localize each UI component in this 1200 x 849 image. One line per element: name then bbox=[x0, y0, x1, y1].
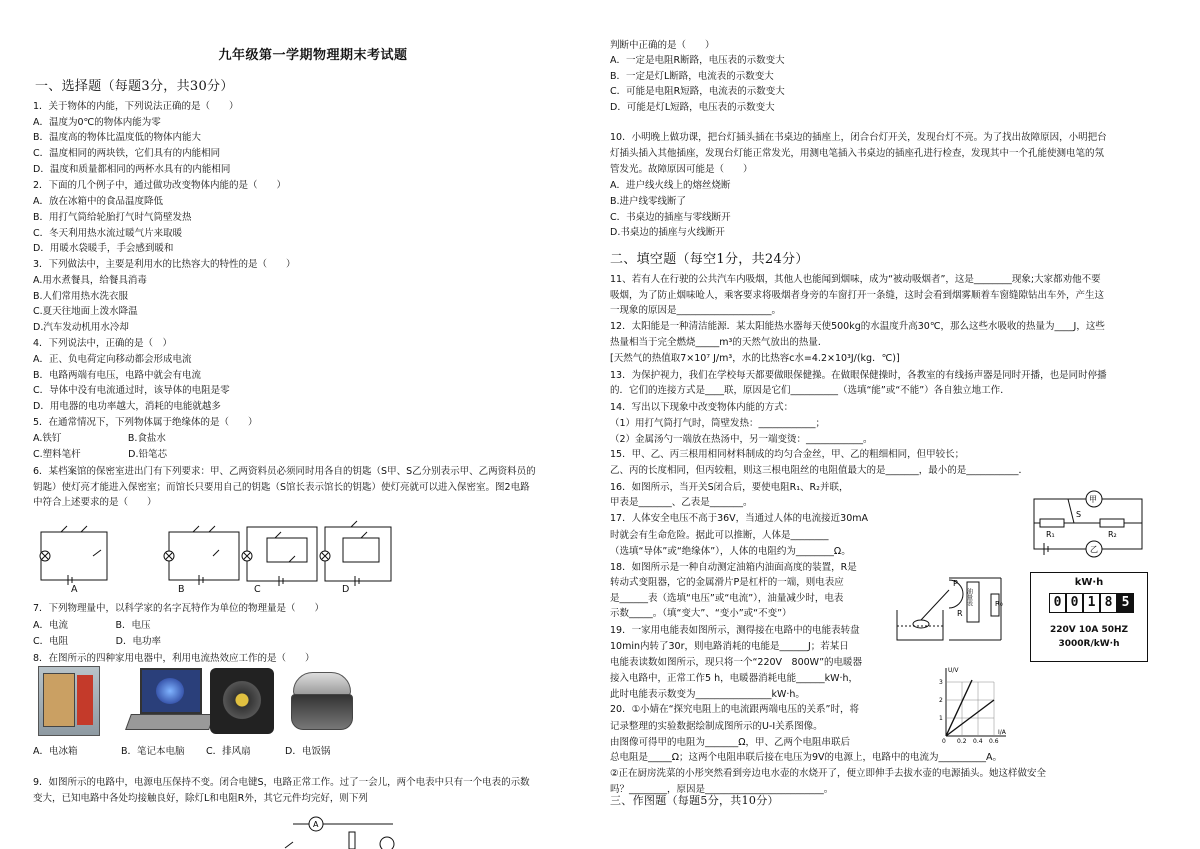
fridge-image bbox=[38, 666, 100, 736]
right-line-34: 示数_____。（填“变大”、“变小”或“不变”） bbox=[610, 608, 792, 619]
graph-x04: 0.4 bbox=[973, 738, 983, 745]
right-line-22: （1）用打气筒打气时，筒壁发热：____________； bbox=[610, 418, 826, 429]
right-line-32: 转动式变阻器，它的金属滑片P是杠杆的一端，则电表应 bbox=[610, 577, 844, 588]
q18-p: P bbox=[953, 579, 958, 588]
appliance-label-2: B．笔记本电脑 bbox=[121, 746, 185, 757]
left-line-12: A.用水煮餐具，给餐具消毒 bbox=[33, 275, 147, 286]
right-line-27: 甲表是_______、乙表是_______。 bbox=[610, 497, 753, 508]
left-line-3: B．温度高的物体比温度低的物体内能大 bbox=[33, 132, 202, 143]
circuit-a bbox=[40, 526, 107, 585]
left-line-19: C．导体中没有电流通过时，该导体的电阻是零 bbox=[33, 385, 230, 396]
left-line-22: A.铁钉 B.食盐水 bbox=[33, 433, 166, 444]
right-line-45: 吗？________，原因是_________________________。 bbox=[610, 784, 834, 795]
right-line-11: C．书桌边的插座与零线断开 bbox=[610, 212, 731, 223]
left-line-32: 变大，已知电路中各处均接触良好，除灯L和电阻R外，其它元件均完好，则下列 bbox=[33, 793, 368, 804]
left-line-6: 2．下面的几个例子中，通过做功改变物体内能的是（ ） bbox=[33, 180, 287, 191]
left-line-30: 8．在图所示的四种家用电器中，利用电流热效应工作的是（ ） bbox=[33, 653, 315, 664]
left-line-9: C．冬天利用热水流过暖气片来取暖 bbox=[33, 228, 183, 239]
right-line-14: 吸烟，为了防止烟味呛人，乘客要求将吸烟者身旁的车窗打开一条缝，这时会看到烟雾顺着车窗缝隙钻出车外，产生这 bbox=[610, 290, 1105, 301]
appliance-label-4: D．电饭锅 bbox=[285, 746, 331, 757]
right-line-19: 13．为保护视力，我们在学校每天都要做眼保健操。在做眼保健操时，各教室的有线扬声器是同时开播，也是同时停播 bbox=[610, 370, 1107, 381]
left-line-23: C.塑料笔杆 D.铅笔芯 bbox=[33, 449, 167, 460]
left-line-29: C．电阻 D．电功率 bbox=[33, 636, 161, 647]
graph-x-label: I/A bbox=[998, 729, 1006, 736]
right-line-13: 11、若有人在行驶的公共汽车内吸烟，其他人也能闻到烟味，成为“被动吸烟者”，这是________现象;大家都劝他不要 bbox=[610, 274, 1101, 285]
q9-ammeter-label: A bbox=[313, 820, 319, 829]
meter-digit-2: 0 bbox=[1066, 593, 1083, 613]
right-line-38: 接入电路中，正常工作5 h，电暖器消耗电能______kW·h， bbox=[610, 673, 859, 684]
right-line-9: A．进户线火线上的熔丝烧断 bbox=[610, 180, 731, 191]
meter-unit: kW·h bbox=[1074, 577, 1104, 588]
meter-digit-4: 8 bbox=[1100, 593, 1117, 613]
circuit-label-a: A bbox=[71, 584, 78, 595]
q16-r2: R₂ bbox=[1108, 530, 1117, 539]
circuit-label-d: D bbox=[342, 584, 350, 595]
right-line-41: 记录整理的实验数据绘制成图所示的U-I关系图像。 bbox=[610, 721, 823, 732]
section-choice-heading: 一、选择题（每题3分，共30分） bbox=[35, 79, 234, 94]
left-line-28: A．电流 B．电压 bbox=[33, 620, 151, 631]
section-fill-heading: 二、填空题（每空1分，共24分） bbox=[610, 252, 809, 267]
q16-circuit bbox=[1028, 485, 1148, 561]
q9-circuit bbox=[283, 812, 403, 849]
left-line-25: 钥匙）使灯亮才能进入保密室；而馆长只要用自己的钥匙（S馆长表示馆长的钥匙）使灯亮就可以进入保密室。图2电路 bbox=[33, 482, 530, 493]
graph-y3: 3 bbox=[939, 679, 943, 686]
right-line-39: 此时电能表示数变为________________kW·h。 bbox=[610, 689, 805, 700]
graph-x0: 0 bbox=[942, 738, 946, 745]
right-line-40: 20．①小婧在“探究电阻上的电流跟两端电压的关系”时，将 bbox=[610, 704, 859, 715]
right-line-7: 灯插头插入其他插座，发现台灯能正常发光，用测电笔插入书桌边的插座孔进行检查，发现其中一个孔能使测电笔的氖 bbox=[610, 148, 1105, 159]
right-line-23: （2）金属汤勺一端放在热汤中，另一端变烫：____________。 bbox=[610, 434, 873, 445]
right-line-33: 是______表（选填“电压”或“电流”），油量减少时，电表 bbox=[610, 593, 844, 604]
left-line-13: B.人们常用热水洗衣服 bbox=[33, 291, 129, 302]
graph-y-label: U/V bbox=[948, 667, 959, 674]
right-line-18: [天然气的热值取7×10⁷ J/m³，水的比热容c水=4.2×10³J/(kg．℃)] bbox=[610, 353, 900, 364]
right-line-12: D.书桌边的插座与火线断开 bbox=[610, 227, 725, 238]
left-line-14: C.夏天往地面上泼水降温 bbox=[33, 306, 138, 317]
right-line-20: 的．它们的连接方式是____联，原因是它们__________（选填“能”或“不能”）各自独立地工作． bbox=[610, 385, 1010, 396]
right-line-21: 14．写出以下现象中改变物体内能的方式： bbox=[610, 402, 794, 413]
left-line-18: B．电路两端有电压，电路中就会有电流 bbox=[33, 370, 202, 381]
circuit-b bbox=[164, 526, 239, 585]
left-line-15: D.汽车发动机用水冷却 bbox=[33, 322, 129, 333]
left-line-31: 9．如图所示的电路中，电源电压保持不变。闭合电键S，电路正常工作。过了一会儿，两个电表中只有一个电表的示数 bbox=[33, 777, 530, 788]
right-line-28: 17．人体安全电压不高于36V，当通过人体的电流接近30mA bbox=[610, 513, 869, 524]
meter-digit-3: 1 bbox=[1083, 593, 1100, 613]
q6-circuit-diagrams bbox=[33, 512, 553, 597]
graph-x06: 0.6 bbox=[989, 738, 999, 745]
circuit-label-c: C bbox=[254, 584, 261, 595]
right-line-17: 热量相当于完全燃烧_____m³的天然气放出的热量． bbox=[610, 337, 828, 348]
graph-y2: 2 bbox=[939, 697, 943, 704]
q16-meter-yi: 乙 bbox=[1090, 545, 1098, 554]
right-line-5: D．可能是灯L短路，电压表的示数变大 bbox=[610, 102, 775, 113]
circuit-c bbox=[242, 527, 317, 586]
right-line-3: B．一定是灯L断路，电流表的示数变大 bbox=[610, 71, 774, 82]
left-line-24: 6．某档案馆的保密室进出门有下列要求：甲、乙两资料员必须同时用各自的钥匙（S甲、S乙分别表示甲、乙两资料员的 bbox=[33, 466, 536, 477]
graph-y1: 1 bbox=[939, 715, 943, 722]
q18-oil-gauge-diagram bbox=[891, 570, 1009, 650]
right-line-8: 管发光。故障原因可能是（ ） bbox=[610, 164, 753, 175]
right-line-43: 总电阻是_____Ω；这两个电阻串联后接在电压为9V的电源上，电路中的电流为__________A。 bbox=[610, 752, 1003, 763]
right-line-1: 判断中正确的是（ ） bbox=[610, 40, 715, 51]
right-line-29: 时就会有生命危险。据此可以推断，人体是________ bbox=[610, 530, 829, 541]
left-line-21: 5．在通常情况下，下列物体属于绝缘体的是（ ） bbox=[33, 417, 258, 428]
q20-ui-graph bbox=[932, 664, 1010, 746]
meter-spec: 220V 10A 50HZ bbox=[1049, 625, 1129, 635]
q16-r1: R₁ bbox=[1046, 530, 1055, 539]
left-line-17: A．正、负电荷定向移动都会形成电流 bbox=[33, 354, 192, 365]
right-line-15: 一现象的原因是____________________。 bbox=[610, 305, 782, 316]
left-line-20: D．用电器的电功率越大，消耗的电能就越多 bbox=[33, 401, 221, 412]
right-line-24: 15．甲、乙、丙三根用相同材料制成的均匀合金丝，甲、乙的粗细相同，但甲较长； bbox=[610, 449, 965, 460]
exhaust-fan-image bbox=[210, 668, 274, 734]
right-line-44: ②正在厨房洗菜的小彤突然看到旁边电水壶的水烧开了，便立即伸手去拔水壶的电源插头。她这样做安全 bbox=[610, 768, 1047, 779]
left-line-11: 3．下列做法中，主要是利用水的比热容大的特性的是（ ） bbox=[33, 259, 296, 270]
left-line-1: 1．关于物体的内能，下列说法正确的是（ ） bbox=[33, 101, 239, 112]
left-line-8: B．用打气筒给轮胎打气时气筒壁发热 bbox=[33, 212, 192, 223]
circuit-d bbox=[320, 521, 391, 586]
right-line-4: C．可能是电阻R短路，电流表的示数变大 bbox=[610, 86, 785, 97]
page-title: 九年级第一学期物理期末考试题 bbox=[218, 48, 408, 63]
appliance-label-1: A．电冰箱 bbox=[33, 746, 78, 757]
rice-cooker-image bbox=[289, 672, 353, 732]
right-line-31: 18．如图所示是一种自动测定油箱内油面高度的装置，R是 bbox=[610, 562, 857, 573]
right-line-37: 电能表读数如图所示，现只将一个“220V 800W”的电暖器 bbox=[610, 657, 863, 668]
left-line-5: D．温度和质量都相同的两杯水具有的内能相同 bbox=[33, 164, 231, 175]
q16-meter-jia: 甲 bbox=[1089, 495, 1097, 504]
right-line-16: 12．太阳能是一种清洁能源．某太阳能热水器每天使500kg的水温度升高30℃，那么这些水吸收的热量为____J，这些 bbox=[610, 321, 1105, 332]
meter-digit-1: 0 bbox=[1049, 593, 1066, 613]
left-line-2: A．温度为0℃的物体内能为零 bbox=[33, 117, 161, 128]
left-line-16: 4．下列说法中，正确的是（ ） bbox=[33, 338, 173, 349]
left-line-4: C．温度相同的两块铁，它们具有的内能相同 bbox=[33, 148, 221, 159]
right-line-6: 10．小明晚上做功课，把台灯插头插在书桌边的插座上，闭合台灯开关，发现台灯不亮。为了找出故障原因，小明把台 bbox=[610, 132, 1107, 143]
section-drawing-heading: 三、作图题（每题5分，共10分） bbox=[610, 794, 779, 807]
right-line-42: 由图像可得甲的电阻为_______Ω，甲、乙两个电阻串联后 bbox=[610, 737, 851, 748]
q18-r0: R₀ bbox=[995, 600, 1003, 608]
right-line-30: （选填“导体”或“绝缘体”），人体的电阻约为________Ω。 bbox=[610, 546, 851, 557]
meter-rate: 3000R/kW·h bbox=[1058, 639, 1120, 649]
laptop-image bbox=[128, 668, 210, 734]
right-line-35: 19．一家用电能表如图所示，测得接在电路中的电能表转盘 bbox=[610, 625, 860, 636]
graph-x02: 0.2 bbox=[957, 738, 967, 745]
q18-r: R bbox=[957, 609, 963, 618]
q16-switch: S bbox=[1076, 510, 1082, 519]
left-line-27: 7．下列物理量中，以科学家的名字瓦特作为单位的物理量是（ ） bbox=[33, 603, 325, 614]
q19-energy-meter bbox=[1030, 572, 1148, 662]
right-line-26: 16．如图所示，当开关S闭合后，要使电阻R₁、R₂并联， bbox=[610, 482, 849, 493]
right-line-2: A．一定是电阻R断路，电压表的示数变大 bbox=[610, 55, 785, 66]
left-line-26: 中符合上述要求的是（ ） bbox=[33, 497, 157, 508]
right-line-25: 乙、丙的长度相同，但丙较粗，则这三根电阻丝的电阻值最大的是_______，最小的是___________． bbox=[610, 465, 1029, 476]
right-line-36: 10min内转了30r，则电路消耗的电能是______J；若某日 bbox=[610, 641, 849, 652]
appliance-label-3: C．排风扇 bbox=[206, 746, 251, 757]
q18-gauge: 油量表 bbox=[965, 588, 973, 606]
left-line-7: A．放在冰箱中的食品温度降低 bbox=[33, 196, 163, 207]
right-line-10: B.进户线零线断了 bbox=[610, 196, 687, 207]
meter-digit-5: 5 bbox=[1117, 593, 1134, 613]
left-line-10: D．用暖水袋暖手，手会感到暖和 bbox=[33, 243, 174, 254]
meter-digits bbox=[1049, 593, 1134, 611]
circuit-label-b: B bbox=[178, 584, 185, 595]
